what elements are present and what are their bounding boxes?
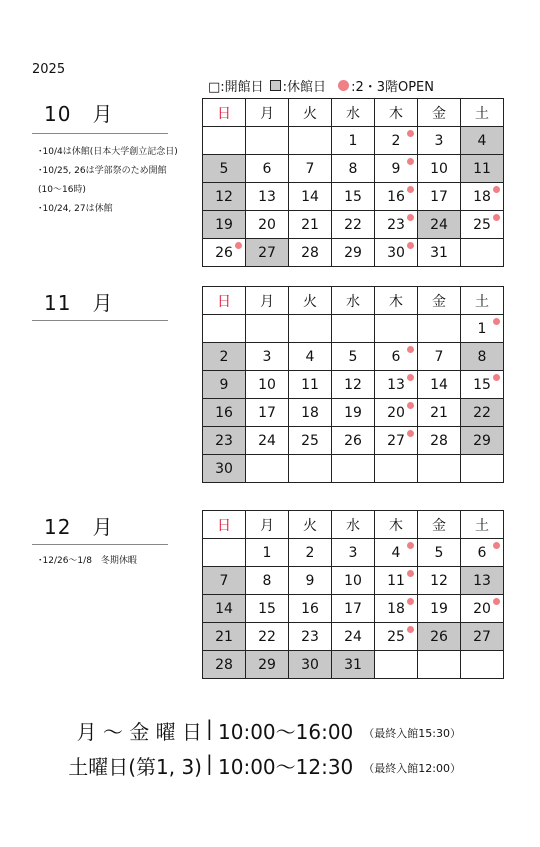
month-divider: [32, 544, 168, 545]
calendar-day: [289, 343, 332, 371]
day-number: 8: [262, 572, 272, 589]
calendar-day: [289, 155, 332, 183]
calendar-day: [332, 183, 375, 211]
day-number: 27: [258, 244, 276, 261]
calendar-day: [332, 595, 375, 623]
calendar-day: [375, 371, 418, 399]
calendar-day: [332, 455, 375, 483]
weekday-header: 金: [418, 511, 461, 539]
weekday-header-row: [203, 99, 504, 127]
day-number: 24: [430, 216, 448, 233]
calendar-day: [203, 399, 246, 427]
note: ･12/26～1/8 冬期休暇: [38, 556, 137, 566]
day-number: 11: [387, 572, 405, 589]
calendar-dec: [202, 510, 504, 679]
day-number: 3: [262, 348, 272, 365]
calendar-week: [203, 315, 504, 343]
calendar-day: [418, 651, 461, 679]
day-number: 24: [258, 432, 276, 449]
hours-separator: |: [206, 716, 213, 740]
notes-oct: [38, 143, 178, 219]
calendar-day: [332, 127, 375, 155]
calendar-day: [289, 399, 332, 427]
weekday-header: 土: [461, 511, 504, 539]
calendar-day: [375, 651, 418, 679]
weekday-header: 木: [375, 287, 418, 315]
calendar-day: [461, 623, 504, 651]
day-number: 1: [348, 132, 358, 149]
open-floor-dot-icon: [407, 242, 414, 249]
calendar-week: [203, 539, 504, 567]
calendar-day: [332, 155, 375, 183]
calendar-day: [246, 127, 289, 155]
calendar-week: [203, 455, 504, 483]
calendar-week: [203, 183, 504, 211]
calendar-week: [203, 239, 504, 267]
calendar-week: [203, 623, 504, 651]
calendar-day: [203, 539, 246, 567]
calendar-day: [203, 127, 246, 155]
day-number: 11: [473, 160, 491, 177]
calendar-day: [332, 211, 375, 239]
open-floor-dot-icon: [407, 130, 414, 137]
calendar-day: [375, 595, 418, 623]
day-number: 18: [473, 188, 491, 205]
day-number: 15: [258, 600, 276, 617]
day-number: 2: [219, 348, 229, 365]
calendar-day: [203, 427, 246, 455]
day-number: 11: [301, 376, 319, 393]
day-number: 26: [215, 244, 233, 261]
weekday-header: 月: [246, 99, 289, 127]
calendar-week: [203, 371, 504, 399]
calendar-day: [246, 427, 289, 455]
calendar-day: [461, 211, 504, 239]
calendar-day: [461, 343, 504, 371]
day-number: 22: [344, 216, 362, 233]
day-number: 9: [219, 376, 229, 393]
calendar-day: [418, 155, 461, 183]
calendar-day: [461, 371, 504, 399]
calendar-week: [203, 595, 504, 623]
calendar-day: [461, 127, 504, 155]
day-number: 23: [215, 432, 233, 449]
calendar-day: [246, 623, 289, 651]
calendar-day: [203, 315, 246, 343]
day-number: 7: [305, 160, 315, 177]
weekday-header: 火: [289, 511, 332, 539]
calendar-day: [203, 651, 246, 679]
day-number: 28: [430, 432, 448, 449]
calendar-day: [246, 539, 289, 567]
calendar-day: [203, 455, 246, 483]
calendar-day: [203, 623, 246, 651]
day-number: 16: [301, 600, 319, 617]
day-number: 17: [344, 600, 362, 617]
day-number: 8: [348, 160, 358, 177]
open-floor-dot-icon: [493, 318, 500, 325]
day-number: 8: [477, 348, 487, 365]
day-number: 26: [344, 432, 362, 449]
calendar-day: [203, 183, 246, 211]
calendar-day: [289, 211, 332, 239]
day-number: 7: [219, 572, 229, 589]
month-label-dec: 12 月: [44, 515, 114, 539]
calendar-day: [418, 343, 461, 371]
day-number: 1: [477, 320, 487, 337]
day-number: 3: [434, 132, 444, 149]
calendar-day: [332, 539, 375, 567]
legend-dot-label: :2・3階OPEN: [351, 80, 434, 95]
day-number: 18: [301, 404, 319, 421]
open-floor-dot-icon: [407, 158, 414, 165]
calendar-day: [461, 183, 504, 211]
month-label-nov: 11 月: [44, 291, 114, 315]
calendar-day: [375, 427, 418, 455]
notes-dec: [38, 552, 137, 571]
day-number: 17: [258, 404, 276, 421]
day-number: 26: [430, 628, 448, 645]
day-number: 24: [344, 628, 362, 645]
note: ･10/4は休館(日本大学創立記念日): [38, 147, 178, 157]
day-number: 2: [391, 132, 401, 149]
day-number: 1: [262, 544, 272, 561]
calendar-day: [289, 651, 332, 679]
weekday-header-row: [203, 511, 504, 539]
open-floor-dot-icon: [493, 598, 500, 605]
calendar-day: [375, 155, 418, 183]
legend-dot-icon: [338, 80, 349, 91]
calendar-day: [375, 567, 418, 595]
weekday-header-row: [203, 287, 504, 315]
calendar-day: [375, 127, 418, 155]
calendar-day: [461, 427, 504, 455]
open-floor-dot-icon: [493, 542, 500, 549]
open-floor-dot-icon: [407, 402, 414, 409]
day-number: 19: [344, 404, 362, 421]
open-floor-dot-icon: [493, 214, 500, 221]
day-number: 30: [215, 460, 233, 477]
legend-open: □:開館日: [208, 80, 264, 95]
calendar-day: [375, 539, 418, 567]
calendar-day: [203, 155, 246, 183]
calendar-week: [203, 399, 504, 427]
hours-note: （最終入館15:30）: [363, 727, 461, 740]
calendar-day: [289, 623, 332, 651]
day-number: 30: [301, 656, 319, 673]
hours-time: [218, 716, 461, 745]
calendar-day: [332, 371, 375, 399]
day-number: 10: [344, 572, 362, 589]
calendar-day: [203, 371, 246, 399]
calendar-week: [203, 155, 504, 183]
day-number: 29: [344, 244, 362, 261]
calendar-day: [332, 427, 375, 455]
calendar-day: [418, 239, 461, 267]
weekday-header: 月: [246, 287, 289, 315]
calendar-day: [246, 211, 289, 239]
weekday-header: 土: [461, 287, 504, 315]
calendar-day: [418, 427, 461, 455]
day-number: 22: [473, 404, 491, 421]
calendar-day: [375, 315, 418, 343]
calendar-day: [418, 539, 461, 567]
day-number: 4: [305, 348, 315, 365]
day-number: 6: [391, 348, 401, 365]
day-number: 10: [430, 160, 448, 177]
calendar-day: [289, 371, 332, 399]
hours-time-value: 10:00～16:00: [218, 720, 354, 744]
calendar-day: [289, 567, 332, 595]
calendar-day: [246, 567, 289, 595]
calendar-day: [418, 567, 461, 595]
calendar-day: [246, 343, 289, 371]
calendar-day: [332, 315, 375, 343]
legend-closed-swatch: [270, 80, 281, 91]
year-label: 2025: [32, 62, 66, 77]
hours-time-value: 10:00～12:30: [218, 755, 354, 779]
day-number: 23: [387, 216, 405, 233]
day-number: 29: [473, 432, 491, 449]
calendar-day: [289, 239, 332, 267]
calendar-day: [246, 239, 289, 267]
calendar-day: [375, 623, 418, 651]
day-number: 14: [301, 188, 319, 205]
day-number: 13: [473, 572, 491, 589]
calendar-day: [246, 455, 289, 483]
month-label-oct: 10 月: [44, 102, 114, 126]
day-number: 20: [473, 600, 491, 617]
calendar-day: [461, 539, 504, 567]
weekday-header: 火: [289, 287, 332, 315]
calendar-day: [203, 595, 246, 623]
open-floor-dot-icon: [407, 598, 414, 605]
calendar-day: [461, 399, 504, 427]
legend: [208, 76, 434, 95]
day-number: 15: [473, 376, 491, 393]
calendar-day: [461, 455, 504, 483]
day-number: 18: [387, 600, 405, 617]
calendar-day: [289, 315, 332, 343]
day-number: 30: [387, 244, 405, 261]
calendar-day: [461, 315, 504, 343]
calendar-day: [203, 567, 246, 595]
day-number: 5: [348, 348, 358, 365]
calendar-day: [203, 343, 246, 371]
day-number: 28: [215, 656, 233, 673]
day-number: 25: [301, 432, 319, 449]
calendar-day: [332, 623, 375, 651]
calendar-day: [461, 155, 504, 183]
open-floor-dot-icon: [407, 374, 414, 381]
day-number: 20: [387, 404, 405, 421]
calendar-day: [289, 595, 332, 623]
hours-label: 月 ～ 金 曜 日: [76, 720, 202, 744]
calendar-day: [418, 623, 461, 651]
day-number: 9: [305, 572, 315, 589]
weekday-header: 水: [332, 511, 375, 539]
day-number: 14: [215, 600, 233, 617]
day-number: 7: [434, 348, 444, 365]
calendar-day: [289, 127, 332, 155]
open-floor-dot-icon: [235, 242, 242, 249]
open-floor-dot-icon: [493, 186, 500, 193]
calendar-day: [289, 427, 332, 455]
weekday-header: 火: [289, 99, 332, 127]
calendar-day: [289, 183, 332, 211]
day-number: 20: [258, 216, 276, 233]
day-number: 27: [387, 432, 405, 449]
day-number: 16: [387, 188, 405, 205]
day-number: 31: [430, 244, 448, 261]
calendar-day: [332, 399, 375, 427]
calendar-day: [375, 455, 418, 483]
day-number: 9: [391, 160, 401, 177]
day-number: 12: [344, 376, 362, 393]
day-number: 16: [215, 404, 233, 421]
day-number: 25: [387, 628, 405, 645]
day-number: 21: [301, 216, 319, 233]
day-number: 5: [434, 544, 444, 561]
note: ･10/25, 26は学部祭のため開館: [38, 166, 167, 176]
day-number: 12: [215, 188, 233, 205]
day-number: 27: [473, 628, 491, 645]
calendar-day: [418, 211, 461, 239]
calendar-week: [203, 127, 504, 155]
calendar-day: [375, 211, 418, 239]
day-number: 19: [215, 216, 233, 233]
hours-label: 土曜日(第1, 3): [68, 755, 202, 779]
open-floor-dot-icon: [407, 214, 414, 221]
calendar-day: [375, 399, 418, 427]
calendar-day: [246, 399, 289, 427]
calendar-day: [461, 567, 504, 595]
calendar-oct: [202, 98, 504, 267]
calendar-day: [246, 371, 289, 399]
month-divider: [32, 133, 168, 134]
calendar-day: [461, 239, 504, 267]
weekday-header: 木: [375, 511, 418, 539]
weekday-header: 金: [418, 99, 461, 127]
legend-closed: :休館日: [282, 80, 327, 95]
calendar-day: [375, 343, 418, 371]
calendar-day: [289, 539, 332, 567]
open-floor-dot-icon: [407, 626, 414, 633]
day-number: 4: [477, 132, 487, 149]
calendar-day: [461, 595, 504, 623]
weekday-header: 月: [246, 511, 289, 539]
calendar-week: [203, 567, 504, 595]
day-number: 2: [305, 544, 315, 561]
calendar-day: [418, 371, 461, 399]
calendar-day: [246, 315, 289, 343]
open-floor-dot-icon: [407, 430, 414, 437]
calendar-day: [418, 595, 461, 623]
calendar-day: [332, 239, 375, 267]
month-divider: [32, 320, 168, 321]
day-number: 4: [391, 544, 401, 561]
weekday-header: 土: [461, 99, 504, 127]
calendar-day: [461, 651, 504, 679]
day-number: 14: [430, 376, 448, 393]
calendar-week: [203, 211, 504, 239]
calendar-day: [203, 239, 246, 267]
open-floor-dot-icon: [407, 186, 414, 193]
weekday-header: 木: [375, 99, 418, 127]
note: (10～16時): [38, 185, 86, 195]
calendar-day: [418, 399, 461, 427]
day-number: 17: [430, 188, 448, 205]
open-floor-dot-icon: [407, 542, 414, 549]
calendar-day: [418, 127, 461, 155]
hours-separator: |: [206, 751, 213, 775]
calendar-day: [418, 315, 461, 343]
calendar-day: [332, 343, 375, 371]
day-number: 22: [258, 628, 276, 645]
day-number: 12: [430, 572, 448, 589]
weekday-header: 金: [418, 287, 461, 315]
calendar-day: [246, 651, 289, 679]
calendar-nov: [202, 286, 504, 483]
day-number: 6: [262, 160, 272, 177]
day-number: 5: [219, 160, 229, 177]
calendar-day: [418, 455, 461, 483]
open-floor-dot-icon: [407, 570, 414, 577]
calendar-day: [332, 567, 375, 595]
hours-note: （最終入館12:00）: [363, 762, 461, 775]
calendar-day: [375, 183, 418, 211]
day-number: 3: [348, 544, 358, 561]
calendar-week: [203, 343, 504, 371]
day-number: 19: [430, 600, 448, 617]
day-number: 6: [477, 544, 487, 561]
day-number: 10: [258, 376, 276, 393]
day-number: 29: [258, 656, 276, 673]
calendar-day: [246, 183, 289, 211]
weekday-header: 水: [332, 287, 375, 315]
calendar-day: [418, 183, 461, 211]
calendar-week: [203, 427, 504, 455]
open-floor-dot-icon: [493, 374, 500, 381]
calendar-week: [203, 651, 504, 679]
day-number: 21: [430, 404, 448, 421]
day-number: 15: [344, 188, 362, 205]
day-number: 25: [473, 216, 491, 233]
day-number: 13: [258, 188, 276, 205]
weekday-header: 日: [203, 287, 246, 315]
note: ･10/24, 27は休館: [38, 204, 113, 214]
calendar-day: [246, 155, 289, 183]
calendar-day: [375, 239, 418, 267]
calendar-day: [289, 455, 332, 483]
day-number: 31: [344, 656, 362, 673]
weekday-header: 日: [203, 99, 246, 127]
hours-time: [218, 751, 461, 780]
day-number: 21: [215, 628, 233, 645]
day-number: 23: [301, 628, 319, 645]
calendar-day: [203, 211, 246, 239]
open-floor-dot-icon: [407, 346, 414, 353]
calendar-day: [246, 595, 289, 623]
weekday-header: 水: [332, 99, 375, 127]
day-number: 28: [301, 244, 319, 261]
calendar-day: [332, 651, 375, 679]
weekday-header: 日: [203, 511, 246, 539]
day-number: 13: [387, 376, 405, 393]
